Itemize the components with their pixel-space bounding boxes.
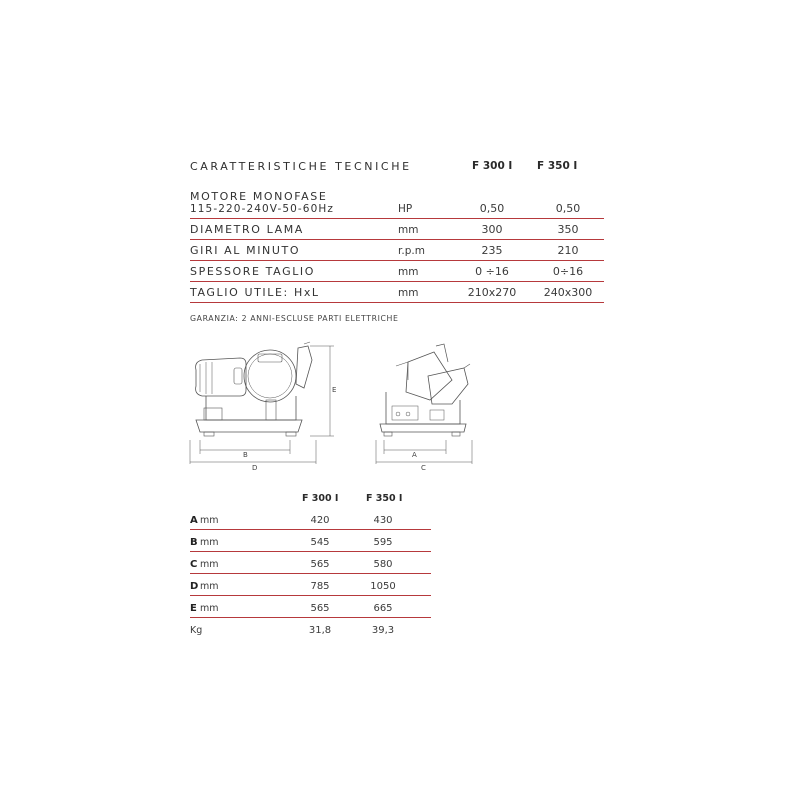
specs-column-f300: F 300 I xyxy=(472,160,513,172)
specs-row-value-f350: 0,50 xyxy=(555,202,581,215)
specs-rows xyxy=(190,192,604,303)
specs-row-blade-diameter xyxy=(190,219,604,240)
dimension-letter: A xyxy=(190,515,198,526)
specs-row-unit: mm xyxy=(398,287,419,299)
dimension-value-f300: 785 xyxy=(310,581,330,592)
dimensions-row-b xyxy=(190,530,431,552)
base-icon xyxy=(380,424,466,432)
dimension-letter: E xyxy=(190,603,197,614)
weight-value-f300: 31,8 xyxy=(308,625,332,636)
dimension-a-label: A xyxy=(412,451,417,459)
technical-specs-table xyxy=(190,158,604,323)
specs-column-f350: F 350 I xyxy=(537,160,578,172)
dimension-letter: D xyxy=(190,581,199,592)
specs-row-value-f300: 300 xyxy=(481,223,503,236)
dimension-unit: mm xyxy=(200,515,219,526)
dimension-b-label: B xyxy=(243,451,248,459)
weight-unit: Kg xyxy=(190,625,203,636)
front-view-drawing xyxy=(186,340,336,472)
weight-value-f350: 39,3 xyxy=(371,625,395,636)
dimensions-table xyxy=(190,490,431,636)
dimension-value-f350: 430 xyxy=(373,515,393,526)
specs-row-label: SPESSORE TAGLIO xyxy=(190,265,316,278)
dimensions-column-f350: F 350 I xyxy=(366,493,403,504)
dimension-unit: mm xyxy=(200,537,219,548)
specs-row-value-f300: 235 xyxy=(481,244,503,257)
specs-row-motor xyxy=(190,192,604,219)
specs-row-rpm xyxy=(190,240,604,261)
specs-row-unit: mm xyxy=(398,224,419,236)
blade-icon xyxy=(244,350,296,402)
specs-row-value-f350: 210 xyxy=(557,244,579,257)
specs-row-label: GIRI AL MINUTO xyxy=(190,244,301,257)
specs-row-value-f350: 350 xyxy=(557,223,579,236)
specs-row-unit: HP xyxy=(398,203,413,215)
specs-row-useful-cut xyxy=(190,282,604,303)
dimension-unit: mm xyxy=(200,581,219,592)
specs-row-value-f300: 0 ÷16 xyxy=(475,265,509,278)
dimensions-row-d xyxy=(190,574,431,596)
specs-row-value-f350: 0÷16 xyxy=(552,265,584,278)
specs-row-unit: r.p.m xyxy=(398,245,425,257)
dimension-value-f350: 580 xyxy=(373,559,393,570)
dimension-value-f300: 565 xyxy=(310,559,330,570)
dimensions-row-c xyxy=(190,552,431,574)
dimension-value-f350: 1050 xyxy=(370,581,396,592)
specs-title: CARATTERISTICHE TECNICHE xyxy=(190,160,412,173)
specs-row-value-f350: 240x300 xyxy=(543,286,593,299)
dimension-value-f300: 565 xyxy=(310,603,330,614)
specs-row-cut-thickness xyxy=(190,261,604,282)
dimensions-column-f300: F 300 I xyxy=(302,493,339,504)
specs-row-value-f300: 0,50 xyxy=(479,202,505,215)
dimension-e-label: E xyxy=(332,386,336,394)
dimension-unit: mm xyxy=(200,559,219,570)
specs-row-label: TAGLIO UTILE: HxL xyxy=(190,286,320,299)
specs-row-value-f300: 210x270 xyxy=(467,286,517,299)
carriage-icon xyxy=(296,346,312,388)
specs-row-label xyxy=(190,191,334,215)
specs-row-label: DIAMETRO LAMA xyxy=(190,223,304,236)
dimension-c-label: C xyxy=(421,464,426,472)
specs-header xyxy=(190,158,604,178)
dimension-d-label: D xyxy=(252,464,258,472)
side-view-drawing xyxy=(372,340,478,472)
specs-row-unit: mm xyxy=(398,266,419,278)
dimension-unit: mm xyxy=(200,603,219,614)
warranty-note: GARANZIA: 2 ANNI-ESCLUSE PARTI ELETTRICHE xyxy=(190,314,399,323)
dimension-value-f350: 595 xyxy=(373,537,393,548)
specs-row-label-line2: 115-220-240V-50-60Hz xyxy=(190,203,334,215)
dimensions-row-a xyxy=(190,508,431,530)
dimension-value-f300: 545 xyxy=(310,537,330,548)
dimensions-rows xyxy=(190,508,431,639)
base-icon xyxy=(196,420,302,432)
dimensions-row-e xyxy=(190,596,431,618)
dimension-value-f300: 420 xyxy=(310,515,330,526)
dimension-value-f350: 665 xyxy=(373,603,393,614)
motor-housing-icon xyxy=(196,358,246,396)
dimensions-header xyxy=(190,490,431,508)
specs-row-label-line1: MOTORE MONOFASE xyxy=(190,190,328,203)
dimensions-row-weight xyxy=(190,618,431,639)
dimension-letter: C xyxy=(190,559,198,570)
dimension-letter: B xyxy=(190,537,198,548)
